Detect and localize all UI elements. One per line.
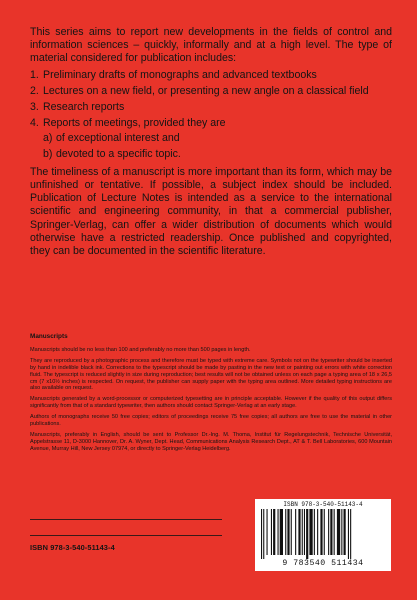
- barcode-bar: [298, 509, 300, 555]
- barcode-bar: [328, 509, 329, 555]
- barcode-bar: [302, 509, 303, 555]
- barcode-bar: [324, 509, 325, 555]
- barcode-digits: 9 783540 511434: [282, 559, 364, 568]
- barcode-bar: [341, 509, 342, 555]
- sub-list-text: devoted to a specific topic.: [56, 147, 181, 160]
- barcode-bar: [285, 509, 286, 555]
- list-item: [30, 69, 392, 82]
- list-text: Reports of meetings, provided they are: [43, 117, 226, 130]
- manuscripts-wordprocessor-paragraph: Manuscripts generated by a word-processor or computerized typesetting are in principle acceptable. However if the quality of this output differs significantly from that of a standard typewriter, then authors should contact Springer-Verlag at an early stage.: [30, 396, 392, 410]
- divider-line: [30, 535, 222, 536]
- manuscripts-length-paragraph: Manuscripts should be no less than 100 and preferably no more than 500 pages in length.: [30, 346, 251, 353]
- barcode-bar: [334, 509, 335, 555]
- sub-list-item: [43, 148, 392, 161]
- barcode-bar: [320, 509, 322, 555]
- list-text: Research reports: [43, 101, 125, 114]
- barcode-bar: [314, 509, 315, 555]
- barcode-isbn-label: ISBN 978-3-540-51143-4: [283, 501, 363, 508]
- manuscripts-section: [30, 334, 392, 457]
- barcode-bar: [348, 509, 349, 559]
- barcode-bar: [271, 509, 272, 555]
- list-item: [30, 85, 392, 98]
- list-number: 3.: [30, 101, 39, 114]
- sub-list-text: of exceptional interest and: [56, 132, 180, 145]
- sub-list-letter: b): [43, 147, 53, 160]
- barcode: [255, 499, 391, 571]
- barcode-bar: [280, 509, 283, 555]
- manuscripts-heading: Manuscripts: [30, 333, 68, 340]
- barcode-bar: [267, 509, 268, 555]
- barcode-bar: [261, 509, 262, 559]
- list-number: 1.: [30, 68, 39, 81]
- divider-line: [30, 519, 222, 520]
- barcode-bar: [287, 509, 289, 555]
- barcode-bar: [295, 509, 296, 555]
- barcode-bar: [306, 509, 308, 559]
- list-text: Preliminary drafts of monographs and advanced textbooks: [43, 68, 317, 81]
- barcode-bar: [337, 509, 340, 555]
- barcode-bar: [350, 509, 351, 559]
- list-item: [30, 101, 392, 114]
- manuscripts-typing-paragraph: They are reproduced by a photographic process and therefore must be typed with extreme care. Symbols not on the typewriter should be inserted by hand in indelible black ink. Corrections to the typescript should be made by pasting in the new text or painting out errors with white correction fluid. The typescript is reduced slightly in size during reproduction; best results will not be obtained unless on each page a typing area of 18 x 26,5 cm (7 x10½ inches) is respected. On request, the publisher can supply paper with the typing area outlined. More detailed typing instructions are also available on request.: [30, 357, 392, 392]
- list-number: 4.: [30, 117, 39, 130]
- list-number: 2.: [30, 84, 39, 97]
- barcode-bar: [263, 509, 264, 559]
- barcode-bars: [259, 509, 387, 559]
- sub-list-item: [43, 132, 392, 145]
- timeliness-paragraph: The timeliness of a manuscript is more important than its form, which may be unfinished or tentative. If possible, a subject index should be included. Publication of Lecture Notes is intended as a service to the international scientific and engineering community, in that a commercial publisher, Springer-Verlag, can offer a wider distribution of documents which would otherwise have a restricted readership. Once published and copyrighted, they can be documented in the scientific literature.: [30, 165, 392, 258]
- barcode-bar: [344, 509, 346, 555]
- barcode-bar: [291, 509, 292, 555]
- barcode-bar: [278, 509, 279, 555]
- barcode-bar: [309, 509, 312, 555]
- list-item: [30, 117, 392, 130]
- sub-list-letter: a): [43, 132, 53, 145]
- barcode-bar: [273, 509, 275, 555]
- barcode-bar: [330, 509, 332, 555]
- list-text: Lectures on a new field, or presenting a new angle on a classical field: [43, 84, 369, 97]
- manuscripts-copies-paragraph: Authors of monographs receive 50 free copies; editors of proceedings receive 75 free copies; all authors are free to use the material in other publications.: [30, 414, 392, 428]
- barcode-bar: [304, 509, 305, 555]
- isbn-label: ISBN 978-3-540-51143-4: [30, 543, 115, 552]
- intro-paragraph: This series aims to report new developments in the fields of control and information sciences – quickly, informally and at a high level. The type of material considered for publication includes:: [30, 26, 392, 65]
- series-description: [30, 26, 392, 258]
- barcode-bar: [317, 509, 318, 555]
- manuscripts-submission-paragraph: Manuscripts, preferably in English, should be sent to Professor Dr.-Ing. M. Thoma, Institut für Regelungstechnik, Technische Universität, Appelstrasse 11, D-3000 Hannover, Dr. A. Wyner, Dept. Head, Communications Analysis Research Dept., AT & T. Bell Laboratories, 600 Mountain Avenue, Murray Hill, New Jersey 07974, or directly to Springer-Verlag Heidelberg.: [30, 431, 392, 452]
